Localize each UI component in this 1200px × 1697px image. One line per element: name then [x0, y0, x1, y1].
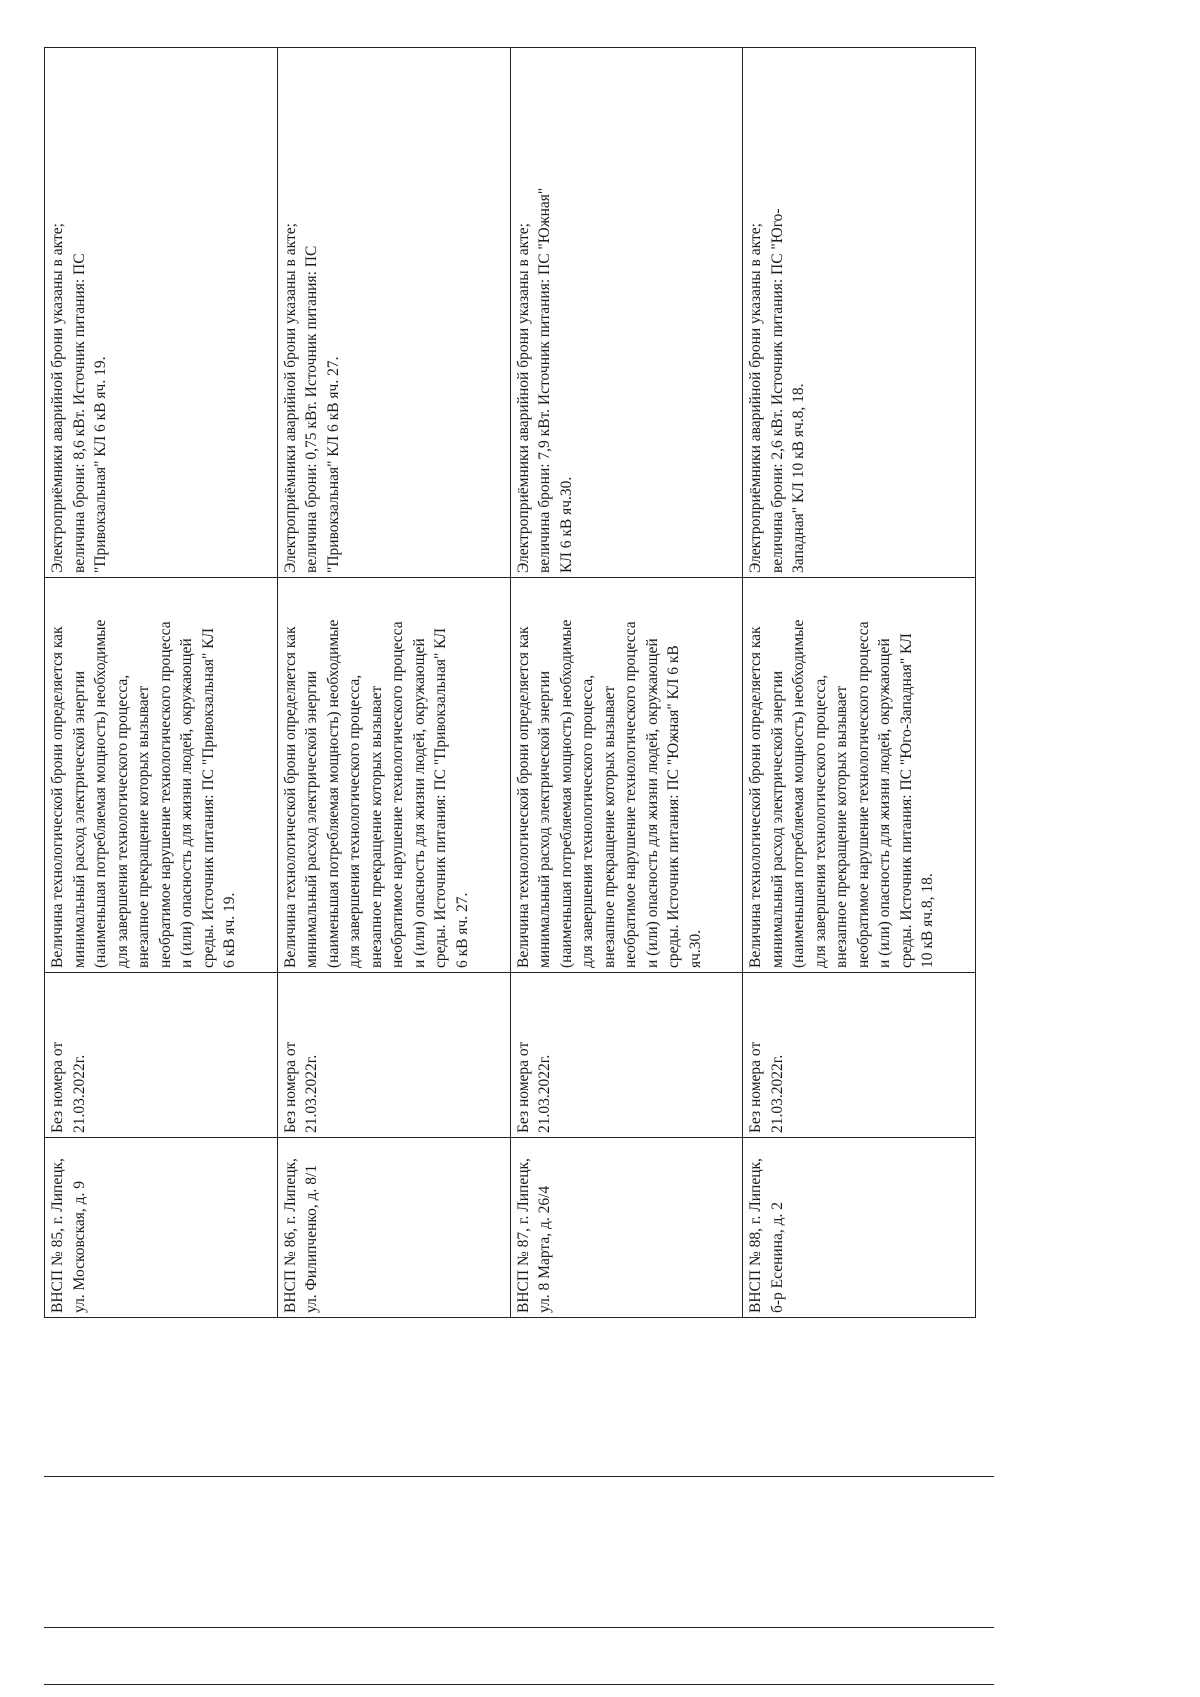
- emergency-reserve-cell: [45, 48, 278, 578]
- object-address: ВНСП № 88, г. Липецк, б-р Есенина, д. 2: [747, 1158, 786, 1313]
- object-cell: [45, 1138, 278, 1318]
- divider-line: [44, 1627, 994, 1628]
- act-cell: [45, 973, 278, 1138]
- table-row: [510, 48, 743, 1318]
- act-reference: Без номера от 21.03.2022г.: [49, 1041, 88, 1133]
- act-reference: Без номера от 21.03.2022г.: [281, 1041, 321, 1133]
- act-reference: Без номера от 21.03.2022г.: [747, 1041, 786, 1133]
- tech-reserve-text: Величина технологической брони определяется как минимальный расход электрической энергии (наименьшая потребляемая мощность) необходимые для завершения технологического процесса, внезапное прекращение которых вызывает необратимое нарушение технологического процесса и (или) опасность для жизни людей, окружающей среды. Источник питания: ПС "Привокзальная" КЛ 6 кВ яч. 27.: [281, 619, 471, 968]
- emergency-reserve-cell: [277, 48, 510, 578]
- emergency-reserve-cell: [743, 48, 976, 578]
- tech-reserve-cell: [45, 578, 278, 973]
- tech-reserve-text: Величина технологической брони определяется как минимальный расход электрической энергии (наименьшая потребляемая мощность) необходимые для завершения технологического процесса, внезапное прекращение которых вызывает необратимое нарушение технологического процесса и (или) опасность для жизни людей, окружающей среды. Источник питания: ПС "Юго-Западная" КЛ 10 кВ яч.8, 18.: [747, 619, 937, 968]
- object-address: ВНСП № 85, г. Липецк, ул. Московская, д. 9: [49, 1158, 88, 1313]
- object-address: ВНСП № 87, г. Липецк, ул. 8 Марта, д. 26/4: [514, 1158, 553, 1313]
- tech-reserve-cell: [510, 578, 743, 973]
- table-row: [743, 48, 976, 1318]
- act-cell: [743, 973, 976, 1138]
- object-cell: [277, 1138, 510, 1318]
- act-cell: [277, 973, 510, 1138]
- table-row: [277, 48, 510, 1318]
- tech-reserve-cell: [743, 578, 976, 973]
- object-address: ВНСП № 86, г. Липецк, ул. Филипченко, д. 8/1: [281, 1158, 321, 1313]
- emergency-reserve-cell: [510, 48, 743, 578]
- act-cell: [510, 973, 743, 1138]
- tech-reserve-text: Величина технологической брони определяется как минимальный расход электрической энергии (наименьшая потребляемая мощность) необходимые для завершения технологического процесса, внезапное прекращение которых вызывает необратимое нарушение технологического процесса и (или) опасность для жизни людей, окружающей среды. Источник питания: ПС "Привокзальная" КЛ 6 кВ яч. 19.: [49, 619, 238, 968]
- emergency-reserve-text: Электроприёмники аварийной брони указаны в акте; величина брони: 0,75 кВт. Источник питания: ПС "Привокзальная" КЛ 6 кВ яч. 27.: [281, 223, 342, 573]
- emergency-reserve-text: Электроприёмники аварийной брони указаны в акте; величина брони: 2,6 кВт. Источник питания: ПС "Юго- Западная" КЛ 10 кВ яч.8, 18.: [747, 208, 808, 573]
- emergency-reserve-text: Электроприёмники аварийной брони указаны в акте; величина брони: 7,9 кВт. Источник питания: ПС "Южная" КЛ 6 кВ яч.30.: [514, 187, 575, 573]
- emergency-reserve-text: Электроприёмники аварийной брони указаны в акте; величина брони: 8,6 кВт. Источник питания: ПС "Привокзальная" КЛ 6 кВ яч. 19.: [49, 223, 109, 573]
- divider-line: [44, 1684, 994, 1685]
- divider-line: [44, 1476, 994, 1477]
- object-cell: [743, 1138, 976, 1318]
- rotated-table-page: [44, 48, 976, 1318]
- reservation-table: [44, 47, 976, 1318]
- act-reference: Без номера от 21.03.2022г.: [514, 1041, 553, 1133]
- tech-reserve-cell: [277, 578, 510, 973]
- table-row: [45, 48, 278, 1318]
- object-cell: [510, 1138, 743, 1318]
- tech-reserve-text: Величина технологической брони определяется как минимальный расход электрической энергии (наименьшая потребляемая мощность) необходимые для завершения технологического процесса, внезапное прекращение которых вызывает необратимое нарушение технологического процесса и (или) опасность для жизни людей, окружающей среды. Источник питания: ПС "Южная" КЛ 6 кВ яч.30.: [514, 619, 704, 968]
